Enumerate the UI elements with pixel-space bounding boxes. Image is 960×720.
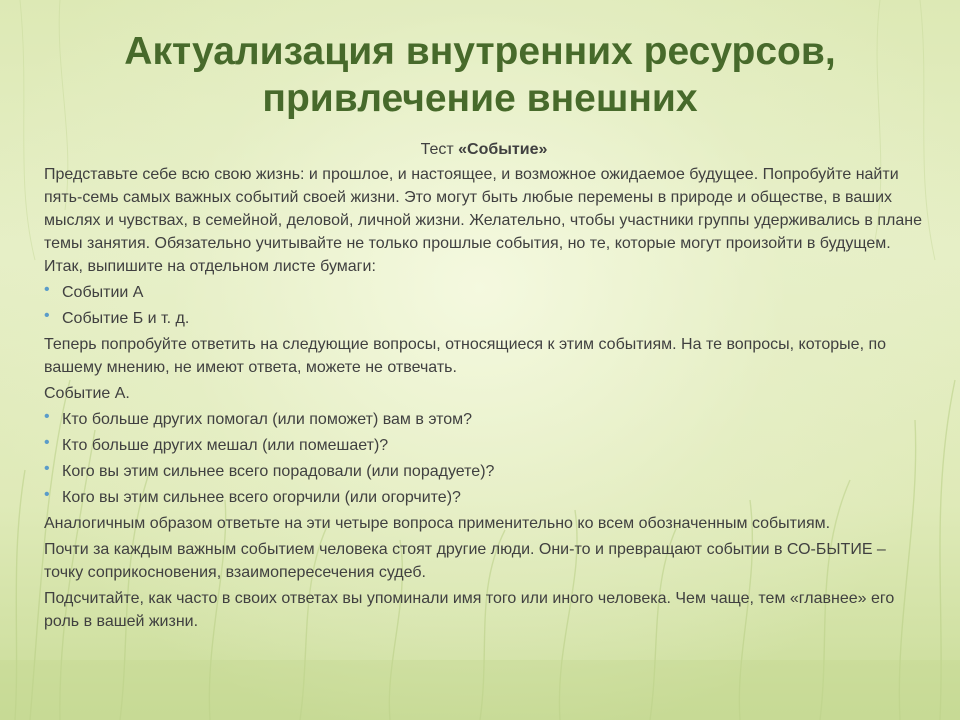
bullet-icon: •	[44, 408, 50, 425]
event-a-label: Событие А.	[44, 385, 130, 402]
list-item	[44, 281, 924, 304]
bullet-icon: •	[44, 486, 50, 503]
list-item-text: Кто больше других помогал (или поможет) вам в этом?	[62, 411, 473, 428]
intro-paragraph: Представьте себе всю свою жизнь: и прошлое, и настоящее, и возможное ожидаемое будущее. Попробуйте найти пять-семь самых важных событий своей жизни. Это могут быть любые перемены в природе и обществе, в ваших мыслях и чувствах, в семейной, деловой, личной жизни. Желательно, чтобы участники группы удерживались в плане темы занятия. Обязательно учитывайте не только прошлые события, но те, которые могут произойти в будущем. Итак, выпишите на отдельном листе бумаги:	[44, 166, 922, 275]
list-item-text: Кого вы этим сильнее всего огорчили (или огорчите)?	[62, 489, 461, 506]
list-item-text: Событие Б и т. д.	[62, 310, 190, 327]
slide-title-line2: привлечение внешних	[262, 77, 698, 120]
bullet-icon: •	[44, 434, 50, 451]
questions-intro: Теперь попробуйте ответить на следующие вопросы, относящиеся к этим событиям. На те вопросы, которые, по вашему мнению, не имеют ответа, можете не отвечать.	[44, 336, 887, 376]
events-list	[44, 281, 924, 330]
list-item-text: Кто больше других мешал (или помешает)?	[62, 437, 389, 454]
list-item-text: Событии А	[62, 284, 144, 301]
list-item	[44, 408, 924, 431]
bullet-icon: •	[44, 307, 50, 324]
test-heading-prefix: Тест	[420, 141, 459, 158]
bullet-icon: •	[44, 281, 50, 298]
list-item	[44, 486, 924, 509]
count-paragraph: Подсчитайте, как часто в своих ответах вы упоминали имя того или иного человека. Чем чаще, тем «главнее» его роль в вашей жизни.	[44, 590, 895, 630]
list-item	[44, 307, 924, 330]
list-item	[44, 460, 924, 483]
bullet-icon: •	[44, 460, 50, 477]
list-item-text: Кого вы этим сильнее всего порадовали (или порадуете)?	[62, 463, 495, 480]
people-paragraph: Почти за каждым важным событием человека стоят другие люди. Они-то и превращают событии в СО-БЫТИЕ – точку соприкосновения, взаимопересечения судеб.	[44, 541, 886, 581]
analog-paragraph: Аналогичным образом ответьте на эти четыре вопроса применительно ко всем обозначенным событиям.	[44, 515, 831, 532]
slide-content	[44, 138, 924, 636]
slide-title	[40, 28, 920, 122]
list-item	[44, 434, 924, 457]
test-heading	[44, 138, 924, 161]
test-name: «Событие»	[458, 141, 548, 158]
questions-list	[44, 408, 924, 509]
slide-title-line1: Актуализация внутренних ресурсов,	[124, 30, 836, 73]
